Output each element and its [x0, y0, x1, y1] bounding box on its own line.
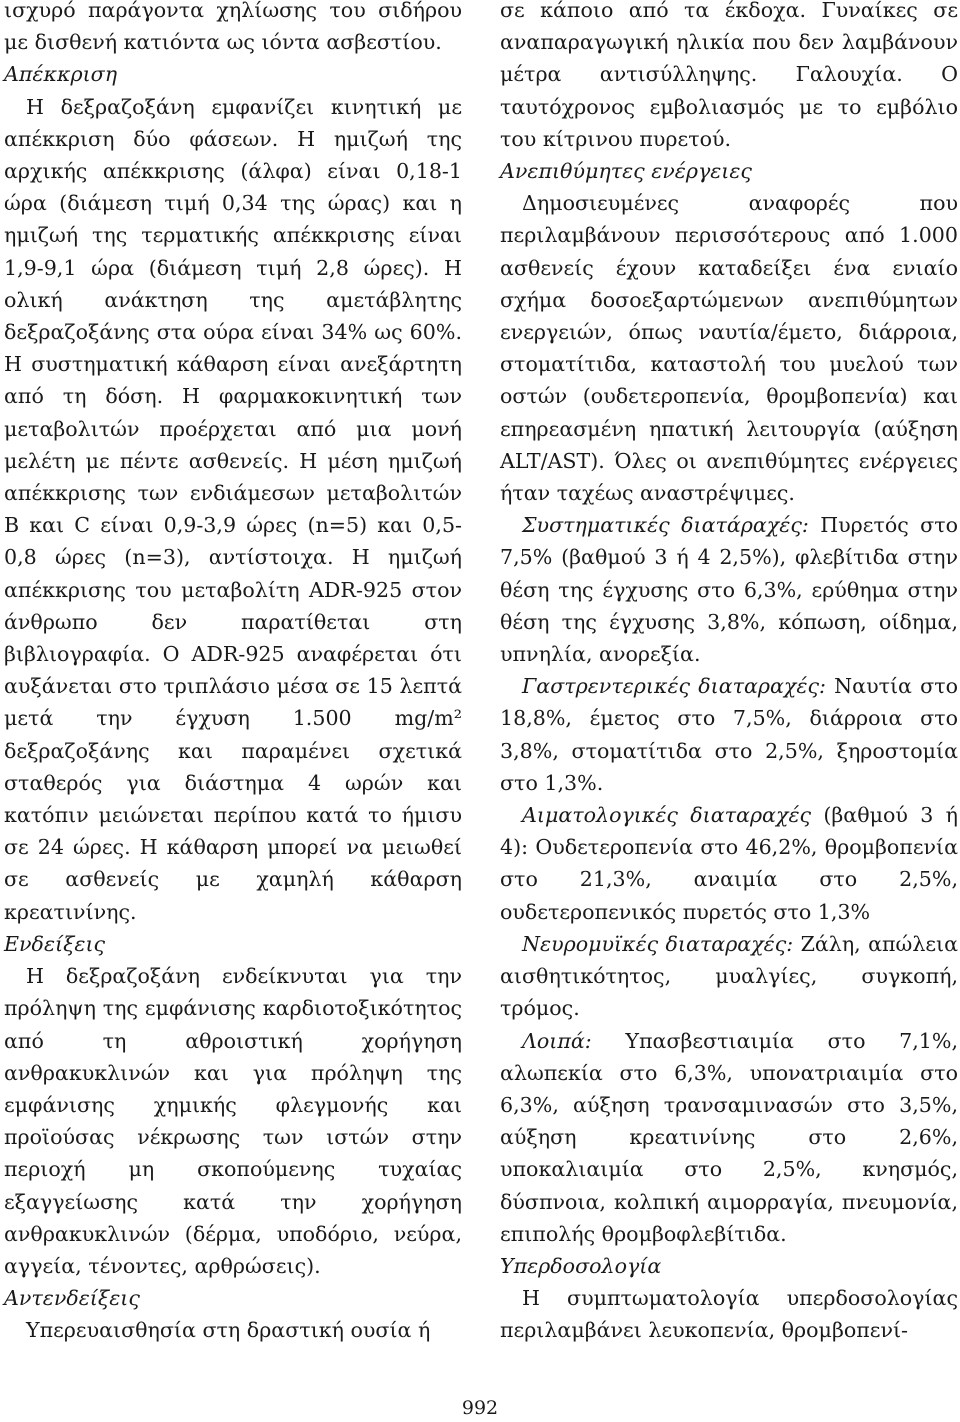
- gastro-disorders-label: Γαστρεντερικές διαταραχές:: [522, 674, 826, 699]
- contraindications-heading: Αντενδείξεις: [4, 1286, 140, 1311]
- overdose-paragraph: Η συμπτωματολογία υπερδοσολογίας περιλαμβάνει λευκοπενία, θρομβοπενί-: [500, 1286, 958, 1343]
- neuro-disorders-paragraph: [500, 928, 958, 1025]
- indications-paragraph: Η δεξραζοξάνη ενδείκνυται για την πρόληψη της εμφάνισης καρδιοτοξικότητος από τη αθροιστική χορήγηση ανθρακυκλινών και για πρόληψη της εμφάνισης χημικής φλεγμονής και προϊούσας νέκρωσης των ιστών στην περιοχή μη σκοπούμενης τυχαίας εξαγγείωσης κατά την χορήγηση ανθρακυκλινών (δέρμα, υποδόριο, νεύρα, αγγεία, τένοντες, αρθρώσεις).: [4, 964, 462, 1278]
- page-number: 992: [461, 1397, 499, 1419]
- other-disorders-label: Λοιπά:: [522, 1028, 592, 1053]
- hemato-disorders-label: Αιματολογικές διαταραχές: [522, 803, 812, 828]
- overdose-heading: Υπερδοσολογία: [500, 1253, 662, 1278]
- systemic-disorders-text: Πυρετός στο 7,5% (βαθμού 3 ή 4 2,5%), φλεβίτιδα στην θέση της έγχυσης στο 6,3%, ερύθημα στην θέση της έγχυσης 3,8%, κόπωση, οίδημα, υπνηλία, ανορεξία.: [500, 513, 958, 667]
- neuro-disorders-text: Ζάλη, απώλεια αισθητικότητος, μυαλγίες, συγκοπή, τρόμος.: [500, 931, 959, 1021]
- indications-heading: Ενδείξεις: [4, 931, 106, 956]
- other-disorders-paragraph: [500, 1025, 958, 1250]
- hemato-disorders-paragraph: [500, 799, 958, 928]
- contraindications-continued: σε κάποιο από τα έκδοχα. Γυναίκες σε αναπαραγωγική ηλικία που δεν λαμβάνουν μέτρα αντισύλληψης. Γαλουχία. Ο ταυτόχρονος εμβολιασμός με το εμβόλιο του κίτρινου πυρετού.: [500, 0, 958, 151]
- excretion-heading: Απέκκριση: [4, 62, 118, 87]
- right-column: [500, 0, 958, 1347]
- hemato-disorders-text: (βαθμού 3 ή 4): Ουδετεροπενία στο 46,2%, θρομβοπενία στο 21,3%, αναιμία στο 2,5%, ουδετεροπενικός πυρετός στο 1,3%: [500, 803, 958, 924]
- contraindications-paragraph: Υπερευαισθησία στη δραστική ουσία ή: [26, 1318, 431, 1343]
- gastro-disorders-text: Ναυτία στο 18,8%, έμετος στο 7,5%, διάρροια στο 3,8%, στοματίτιδα στο 2,5%, ξηροστομία στο 1,3%.: [500, 674, 959, 795]
- intro-paragraph: ισχυρό παράγοντα χηλίωσης του σιδήρου με δισθενή κατιόντα ως ιόντα ασβεστίου.: [4, 0, 462, 55]
- other-disorders-text: Υπασβεστιαιμία στο 7,1%, αλωπεκία στο 6,3%, υπονατριαιμία στο 6,3%, αύξηση τρανσαμινασών στο 3,5%, αύξηση κρεατινίνης στο 2,6%, υποκαλιαιμία στο 2,5%, κνησμός, δύσπνοια, κολπική αιμορραγία, πνευμονία, επιπολής θρομβοφλεβίτιδα.: [500, 1028, 958, 1246]
- adverse-effects-heading: Ανεπιθύμητες ενέργειες: [500, 159, 752, 184]
- gastro-disorders-paragraph: [500, 670, 958, 799]
- systemic-disorders-label: Συστηματικές διατάραχές:: [522, 513, 809, 538]
- left-column: [4, 0, 462, 1347]
- excretion-paragraph: Η δεξραζοξάνη εμφανίζει κινητική με απέκκριση δύο φάσεων. Η ημιζωή της αρχικής απέκκρισης (άλφα) είναι 0,18-1 ώρα (διάμεση τιμή 0,34 της ώρας) και η ημιζωή της τερματικής απέκκρισης είναι 1,9-9,1 ώρα (διάμεση τιμή 2,8 ώρες). Η ολική ανάκτηση της αμετάβλητης δεξραζοξάνης στα ούρα είναι 34% ως 60%. Η συστηματική κάθαρση είναι ανεξάρτητη από τη δόση. Η φαρμακοκινητική των μεταβολιτών προέρχεται από μια μονή μελέτη με πέντε ασθενείς. Η μέση ημιζωή απέκκρισης των ενδιάμεσων μεταβολιτών Β και C είναι 0,9-3,9 ώρες (n=5) και 0,5-0,8 ώρες (n=3), αντίστοιχα. Η ημιζωή απέκκρισης του μεταβολίτη ADR-925 στον άνθρωπο δεν παρατίθεται στη βιβλιογραφία. Ο ADR-925 αναφέρεται ότι αυξάνεται στο τριπλάσιο μέσα σε 15 λεπτά μετά την έγχυση 1.500 mg/m² δεξραζοξάνης και παραμένει σχετικά σταθερός για διάστημα 4 ωρών και κατόπιν μειώνεται περίπου κατά το ήμισυ σε 24 ώρες. Η κάθαρση μπορεί να μειωθεί σε ασθενείς με χαμηλή κάθαρση κρεατινίνης.: [4, 94, 462, 924]
- neuro-disorders-label: Νευρομυϊκές διαταραχές:: [522, 931, 794, 956]
- systemic-disorders-paragraph: [500, 509, 958, 670]
- adverse-effects-paragraph: Δημοσιευμένες αναφορές που περιλαμβάνουν περισσότερους από 1.000 ασθενείς έχουν καταδείξει ένα ενιαίο σχήμα δοσοεξαρτώμενων ανεπιθύμητων ενεργειών, όπως ναυτία/έμετο, διάρροια, στοματίτιδα, καταστολή του μυελού των οστών (ουδετεροπενία, θρομβοπενία) και επηρεασμένη ηπατική λειτουργία (αύξηση ALT/AST). Όλες οι ανεπιθύμητες ενέργειες ήταν ταχέως αναστρέψιμες.: [500, 191, 958, 506]
